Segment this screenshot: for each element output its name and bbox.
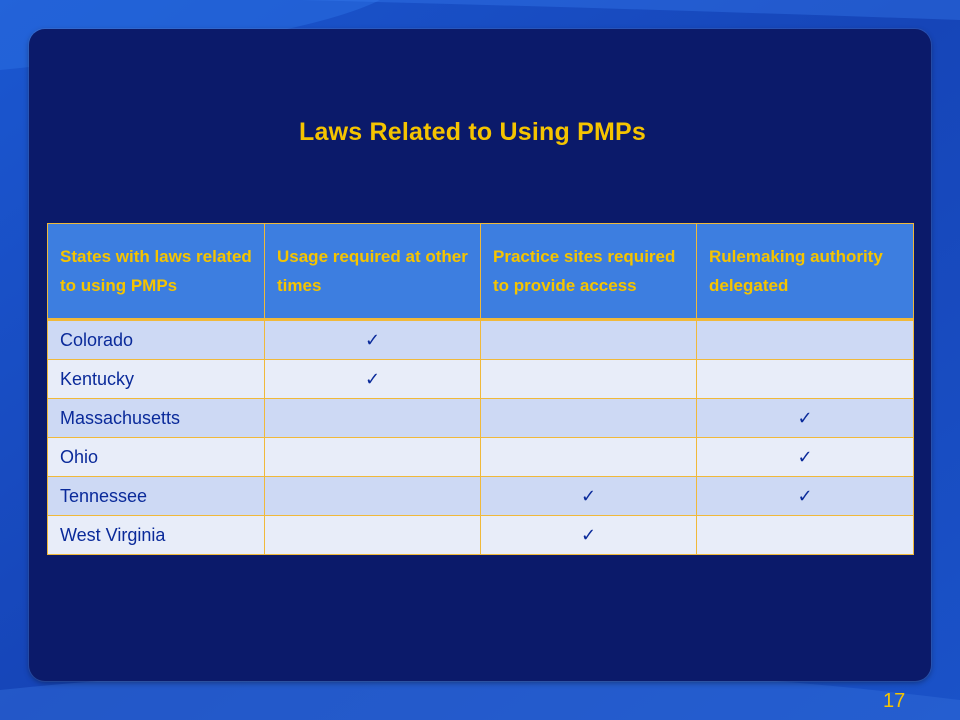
table-row — [48, 399, 914, 438]
state-cell: West Virginia — [48, 516, 265, 555]
check-cell — [265, 320, 481, 360]
table-row — [48, 438, 914, 477]
check-cell — [265, 516, 481, 555]
check-cell — [697, 360, 914, 399]
check-cell — [697, 399, 914, 438]
check-cell — [697, 477, 914, 516]
header-usage-required: Usage required at other times — [265, 224, 481, 320]
header-practice-sites: Practice sites required to provide access — [481, 224, 697, 320]
pmp-laws-table — [47, 223, 914, 555]
check-icon: ✓ — [364, 368, 381, 389]
table-row — [48, 320, 914, 360]
check-icon: ✓ — [580, 485, 597, 506]
state-cell: Tennessee — [48, 477, 265, 516]
header-rulemaking: Rulemaking authority delegated — [697, 224, 914, 320]
check-cell — [481, 360, 697, 399]
state-cell: Kentucky — [48, 360, 265, 399]
slide-title: Laws Related to Using PMPs — [299, 118, 646, 146]
check-cell — [481, 477, 697, 516]
check-cell — [481, 438, 697, 477]
header-states: States with laws related to using PMPs — [48, 224, 265, 320]
check-cell — [265, 360, 481, 399]
check-cell — [481, 320, 697, 360]
check-cell — [697, 320, 914, 360]
page-number: 17 — [883, 690, 906, 712]
check-cell — [481, 516, 697, 555]
state-cell: Ohio — [48, 438, 265, 477]
check-cell — [481, 399, 697, 438]
state-cell: Colorado — [48, 320, 265, 360]
check-cell — [265, 438, 481, 477]
state-cell: Massachusetts — [48, 399, 265, 438]
table-row — [48, 360, 914, 399]
check-icon: ✓ — [797, 407, 813, 428]
check-icon: ✓ — [797, 485, 813, 506]
table-header-row — [48, 224, 914, 320]
table-row — [48, 516, 914, 555]
table-row — [48, 477, 914, 516]
check-cell — [265, 477, 481, 516]
check-cell — [697, 516, 914, 555]
check-cell — [697, 438, 914, 477]
check-icon: ✓ — [580, 524, 597, 545]
check-icon: ✓ — [364, 329, 381, 350]
check-icon: ✓ — [797, 446, 813, 467]
check-cell — [265, 399, 481, 438]
